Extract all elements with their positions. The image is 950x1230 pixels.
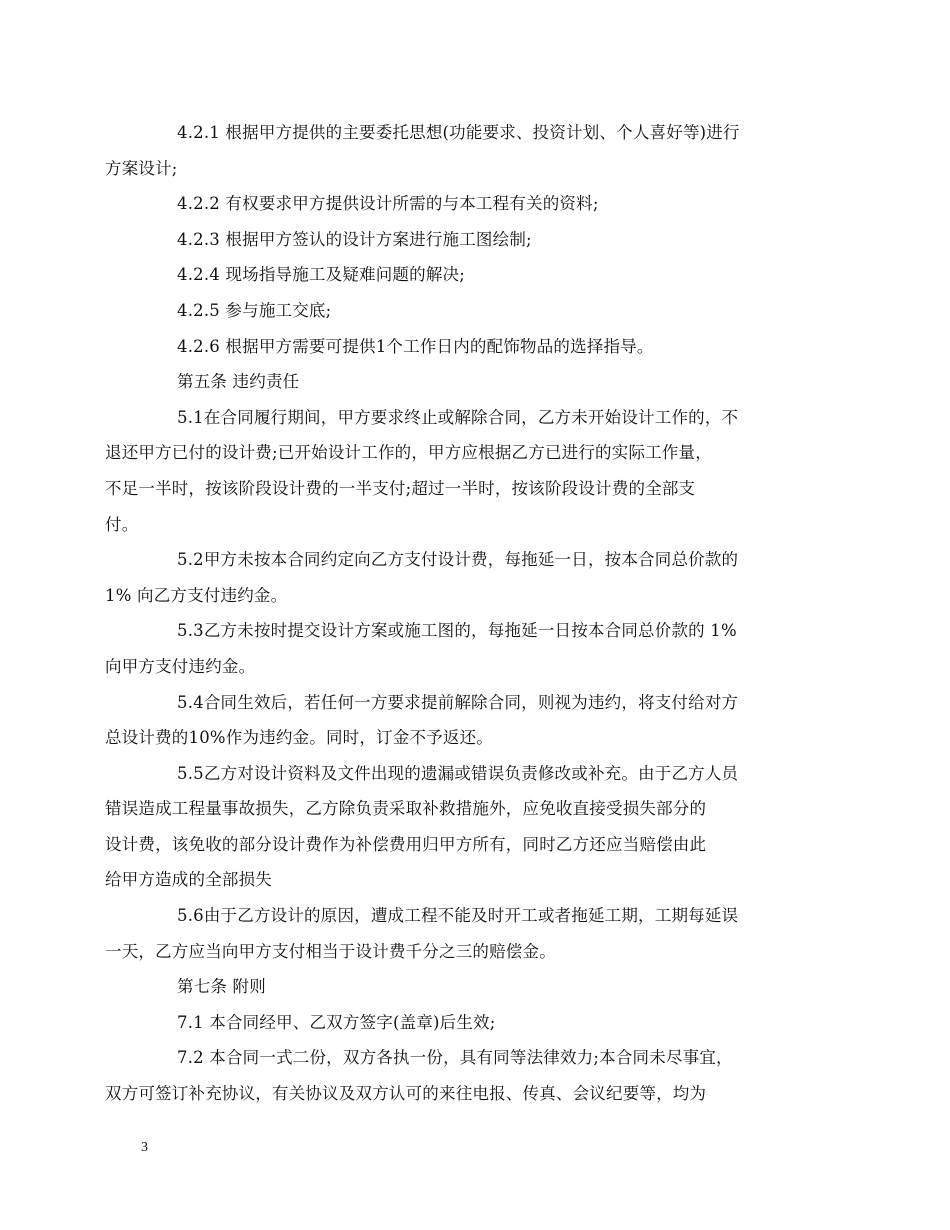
paragraph [105,400,811,542]
paragraph-line: 4.2.4 现场指导施工及疑难问题的解决; [177,265,465,285]
paragraph-line: 7.1 本合同经甲、乙双方签字(盖章)后生效; [177,1012,496,1032]
paragraph [105,115,811,186]
paragraph-line: 不足一半时，按该阶段设计费的一半支付;超过一半时，按该阶段设计费的全部支 [105,478,696,498]
document-body [105,115,811,1112]
paragraph [141,329,811,365]
page-number: 3 [141,1140,148,1155]
paragraph [141,222,811,258]
paragraph-line: 退还甲方已付的设计费;已开始设计工作的，甲方应根据乙方已进行的实际工作量， [105,443,712,463]
paragraph-line: 5.5乙方对设计资料及文件出现的遗漏或错误负责修改或补充。由于乙方人员 [177,763,739,783]
paragraph-line: 方案设计; [105,158,178,178]
paragraph-line: 设计费，该免收的部分设计费作为补偿费用归甲方所有，同时乙方还应当赔偿由此 [105,834,707,854]
paragraph-line: 第七条 附则 [177,977,266,997]
paragraph-line: 4.2.6 根据甲方需要可提供1个工作日内的配饰物品的选择指导。 [177,336,654,356]
paragraph [141,186,811,222]
paragraph-line: 总设计费的10%作为违约金。同时，订金不予返还。 [105,728,493,748]
paragraph-line: 4.2.3 根据甲方签认的设计方案进行施工图绘制; [177,229,532,249]
paragraph-line: 5.6由于乙方设计的原因，遭成工程不能及时开工或者拖延工期，工期每延误 [177,906,739,926]
paragraph-line: 一天，乙方应当向甲方支付相当于设计费千分之三的赔偿金。 [105,941,556,961]
paragraph [105,756,811,898]
paragraph-line: 给甲方造成的全部损失 [105,870,272,890]
paragraph-line: 付。 [105,514,139,534]
paragraph-line: 1% 向乙方支付违约金。 [105,585,288,605]
paragraph-line: 4.2.1 根据甲方提供的主要委托思想(功能要求、投资计划、个人喜好等)进行 [177,123,740,142]
paragraph [105,613,811,684]
paragraph [141,293,811,329]
paragraph [141,364,811,400]
paragraph [105,1040,811,1111]
paragraph-line: 错误造成工程量事故损失，乙方除负责采取补救措施外，应免收直接受损失部分的 [105,799,707,819]
paragraph-line: 双方可签订补充协议，有关协议及双方认可的来往电报、传真、会议纪要等，均为 [105,1084,707,1104]
paragraph [105,542,811,613]
paragraph [141,969,811,1005]
paragraph [105,898,811,969]
paragraph-line: 4.2.2 有权要求甲方提供设计所需的与本工程有关的资料; [177,194,599,214]
paragraph-line: 7.2 本合同一式二份，双方各执一份，具有同等法律效力;本合同未尽事宜， [177,1048,733,1068]
paragraph-line: 5.2甲方未按本合同约定向乙方支付设计费，每拖延一日，按本合同总价款的 [177,550,739,570]
paragraph-line: 第五条 违约责任 [177,372,300,392]
paragraph-line: 5.4合同生效后，若任何一方要求提前解除合同，则视为违约，将支付给对方 [177,692,739,712]
paragraph-line: 向甲方支付违约金。 [105,656,256,676]
paragraph [105,685,811,756]
paragraph-line: 5.1在合同履行期间，甲方要求终止或解除合同，乙方未开始设计工作的，不 [177,407,739,427]
paragraph [141,1005,811,1041]
paragraph [141,257,811,293]
paragraph-line: 4.2.5 参与施工交底; [177,300,332,320]
paragraph-line: 5.3乙方未按时提交设计方案或施工图的，每拖延一日按本合同总价款的 1% [177,621,737,641]
